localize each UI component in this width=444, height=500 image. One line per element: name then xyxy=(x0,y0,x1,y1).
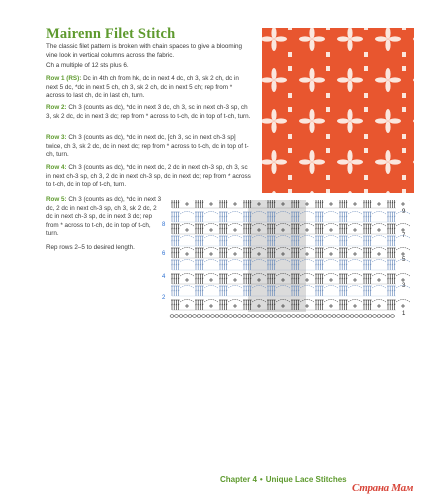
chart-chain-arch xyxy=(348,300,362,303)
chart-chain-arch xyxy=(180,286,194,289)
swatch-hole xyxy=(309,80,314,92)
chart-chain-stitch xyxy=(364,315,368,318)
chart-chain-stitch xyxy=(314,315,318,318)
chart-chain-arch xyxy=(348,236,362,239)
chart-chain-arch xyxy=(180,260,194,263)
row-instruction xyxy=(46,75,251,101)
chart-chain-arch xyxy=(204,300,218,303)
swatch-hole xyxy=(271,39,276,51)
swatch-mesh xyxy=(288,175,292,180)
swatch-photo xyxy=(262,28,414,193)
chart-chain-stitch xyxy=(260,315,264,318)
swatch-hole xyxy=(389,77,401,82)
swatch-mesh xyxy=(402,148,406,153)
swatch-hole xyxy=(271,109,276,121)
chart-chain-arch xyxy=(204,274,218,277)
swatch-mesh xyxy=(402,175,406,180)
chart-row-number: 5 xyxy=(402,257,406,263)
chart-chain-arch xyxy=(372,212,386,215)
chart-chain-arch xyxy=(372,300,386,303)
chart-chain-stitch xyxy=(184,315,188,318)
chart-chain-arch xyxy=(348,212,362,215)
swatch-hole xyxy=(275,77,287,82)
chart-chain-stitch xyxy=(323,315,327,318)
swatch-hole xyxy=(347,109,352,121)
chart-chain-stitch xyxy=(301,315,305,318)
row-text: Ch 3 (counts as dc), *dc in next dc, 2 dc in next ch-3 sp, ch 3, sc in next ch-3 sp, ch 3, 2 dc in next ch-3 sp, dc in next dc; rep from * across to t-ch, dc in top of t-ch, turn. xyxy=(46,164,251,189)
swatch-hole xyxy=(375,159,387,164)
chart-chain-arch xyxy=(372,286,386,289)
chart-chain-stitch xyxy=(359,315,363,318)
swatch-hole xyxy=(275,159,287,164)
swatch-hole xyxy=(385,68,390,80)
chart-chain-stitch xyxy=(310,315,314,318)
swatch-hole xyxy=(271,191,276,193)
chart-chain-stitch xyxy=(242,315,246,318)
chart-row-number: 1 xyxy=(402,311,406,317)
swatch-mesh xyxy=(402,107,406,112)
chart-chain-arch xyxy=(228,224,242,227)
chart-chain-stitch xyxy=(296,315,300,318)
chart-chain-stitch xyxy=(391,315,395,318)
pattern-title: Mairenn Filet Stitch xyxy=(46,26,176,42)
row-instruction xyxy=(46,164,251,190)
chart-chain-stitch xyxy=(350,315,354,318)
swatch-mesh xyxy=(364,148,368,153)
swatch-hole xyxy=(299,77,311,82)
chart-chain-stitch xyxy=(292,315,296,318)
chart-chain-stitch xyxy=(238,315,242,318)
chart-chain-arch xyxy=(372,224,386,227)
swatch-mesh xyxy=(288,66,292,71)
swatch-hole xyxy=(337,77,349,82)
swatch-hole xyxy=(375,36,387,41)
chart-chain-stitch xyxy=(332,315,336,318)
swatch-mesh xyxy=(402,52,406,57)
chart-chain-arch xyxy=(324,260,338,263)
row-instruction xyxy=(46,134,251,160)
swatch-mesh xyxy=(402,66,406,71)
chart-chain-stitch xyxy=(377,315,381,318)
swatch-hole xyxy=(385,28,390,39)
chart-chain-arch xyxy=(324,224,338,227)
swatch-hole xyxy=(351,36,363,41)
chart-chain-stitch xyxy=(170,315,174,318)
chart-chain-stitch xyxy=(229,315,233,318)
swatch-mesh xyxy=(288,52,292,57)
swatch-hole xyxy=(385,80,390,92)
chart-chain-stitch xyxy=(274,315,278,318)
swatch-hole xyxy=(385,150,390,162)
swatch-hole xyxy=(389,118,401,123)
swatch-hole xyxy=(347,150,352,162)
chart-chain-arch xyxy=(228,300,242,303)
row-label: Row 2: xyxy=(46,104,67,111)
chart-chain-stitch xyxy=(305,315,309,318)
swatch-hole xyxy=(299,36,311,41)
row-instruction xyxy=(46,104,251,121)
chart-chain-arch xyxy=(324,286,338,289)
chart-chain-stitch xyxy=(328,315,332,318)
swatch-hole xyxy=(375,118,387,123)
row-label: Row 1 (RS): xyxy=(46,75,82,82)
chart-chain-stitch xyxy=(269,315,273,318)
swatch-lace-pattern xyxy=(262,28,414,193)
chart-chain-arch xyxy=(180,300,194,303)
swatch-mesh xyxy=(326,28,330,30)
swatch-hole xyxy=(385,109,390,121)
chart-row-number: 2 xyxy=(162,295,166,301)
swatch-mesh xyxy=(402,93,406,98)
chart-chain-arch xyxy=(228,236,242,239)
chart-repeat-band xyxy=(248,200,306,312)
swatch-hole xyxy=(385,121,390,133)
chart-row-number: 8 xyxy=(162,222,166,228)
row-instruction xyxy=(46,196,164,239)
swatch-hole xyxy=(337,36,349,41)
swatch-mesh xyxy=(326,93,330,98)
swatch-hole xyxy=(413,36,414,41)
swatch-mesh xyxy=(364,28,368,30)
swatch-hole xyxy=(413,118,414,123)
chart-chain-arch xyxy=(348,286,362,289)
chart-chain-arch xyxy=(348,224,362,227)
row-text: Ch 3 (counts as dc), *dc in next dc, [ch 3, sc in next ch-3 sp] twice, ch 3, sk 2 dc, dc in next dc; rep from * across to t-ch, dc in top of t-ch, turn. xyxy=(46,134,249,159)
chart-chain-arch xyxy=(180,236,194,239)
chart-chain-arch xyxy=(180,212,194,215)
chart-chain-arch xyxy=(180,274,194,277)
chart-chain-stitch xyxy=(355,315,359,318)
chart-chain-stitch xyxy=(382,315,386,318)
swatch-hole xyxy=(299,159,311,164)
swatch-hole xyxy=(262,77,273,82)
chart-chain-arch xyxy=(372,236,386,239)
chart-chain-arch xyxy=(228,248,242,251)
swatch-mesh xyxy=(364,175,368,180)
swatch-mesh xyxy=(364,107,368,112)
watermark-logo: Страна Мам xyxy=(352,482,414,494)
chart-chain-stitch xyxy=(224,315,228,318)
swatch-hole xyxy=(271,80,276,92)
pattern-intro: The classic filet pattern is broken with chain spaces to give a blooming vine look in vertical columns across the fabric. xyxy=(46,43,243,59)
chart-chain-arch xyxy=(204,248,218,251)
swatch-hole xyxy=(313,36,325,41)
chart-chain-stitch xyxy=(175,315,179,318)
chart-chain-arch xyxy=(180,248,194,251)
chart-chain-arch xyxy=(228,260,242,263)
chart-chain-stitch xyxy=(202,315,206,318)
chart-chain-arch xyxy=(348,260,362,263)
repeat-note: Rep rows 2–5 to desired length. xyxy=(46,244,135,251)
chart-chain-arch xyxy=(396,274,410,277)
chart-chain-arch xyxy=(204,286,218,289)
swatch-hole xyxy=(351,118,363,123)
chart-row-number: 3 xyxy=(402,283,406,289)
row-label: Row 5: xyxy=(46,196,67,203)
swatch-hole xyxy=(385,191,390,193)
chart-chain-arch xyxy=(228,274,242,277)
swatch-mesh xyxy=(364,93,368,98)
swatch-hole xyxy=(275,36,287,41)
swatch-hole xyxy=(313,77,325,82)
swatch-hole xyxy=(385,39,390,51)
swatch-hole xyxy=(313,118,325,123)
swatch-hole xyxy=(375,77,387,82)
chart-chain-stitch xyxy=(368,315,372,318)
chart-row-number: 9 xyxy=(402,209,406,215)
swatch-hole xyxy=(271,121,276,133)
chart-chain-stitch xyxy=(206,315,210,318)
chart-chain-stitch xyxy=(193,315,197,318)
stitch-chart xyxy=(162,200,420,322)
swatch-mesh xyxy=(288,134,292,139)
swatch-hole xyxy=(271,28,276,39)
chart-chain-arch xyxy=(204,260,218,263)
chart-chain-arch xyxy=(204,236,218,239)
swatch-hole xyxy=(351,159,363,164)
chart-chain-arch xyxy=(372,260,386,263)
chart-chain-stitch xyxy=(319,315,323,318)
chart-chain-arch xyxy=(204,212,218,215)
chart-chain-stitch xyxy=(278,315,282,318)
chart-row-number: 6 xyxy=(162,251,166,257)
chart-chain-stitch xyxy=(179,315,183,318)
swatch-hole xyxy=(347,80,352,92)
row-label: Row 3: xyxy=(46,134,67,141)
chart-chain-arch xyxy=(348,274,362,277)
swatch-mesh xyxy=(288,148,292,153)
swatch-mesh xyxy=(364,52,368,57)
swatch-hole xyxy=(271,162,276,174)
swatch-hole xyxy=(262,118,273,123)
swatch-mesh xyxy=(326,175,330,180)
swatch-hole xyxy=(347,121,352,133)
chart-chain-stitch xyxy=(337,315,341,318)
chart-chain-stitch xyxy=(373,315,377,318)
chart-row-number: 4 xyxy=(162,274,166,280)
chart-chain-arch xyxy=(324,212,338,215)
swatch-hole xyxy=(275,118,287,123)
swatch-mesh xyxy=(326,52,330,57)
swatch-mesh xyxy=(402,189,406,193)
swatch-hole xyxy=(309,28,314,39)
chart-chain-stitch xyxy=(256,315,260,318)
footer-section: Unique Lace Stitches xyxy=(265,475,347,484)
swatch-hole xyxy=(389,159,401,164)
swatch-hole xyxy=(309,191,314,193)
chart-chain-stitch xyxy=(283,315,287,318)
swatch-mesh xyxy=(326,189,330,193)
swatch-mesh xyxy=(288,93,292,98)
swatch-mesh xyxy=(326,66,330,71)
swatch-mesh xyxy=(326,107,330,112)
swatch-hole xyxy=(389,36,401,41)
swatch-mesh xyxy=(288,107,292,112)
chart-chain-arch xyxy=(324,300,338,303)
swatch-hole xyxy=(309,121,314,133)
swatch-mesh xyxy=(364,66,368,71)
chart-chain-stitch xyxy=(247,315,251,318)
swatch-mesh xyxy=(364,189,368,193)
swatch-mesh xyxy=(402,28,406,30)
chart-chain-arch xyxy=(396,248,410,251)
swatch-hole xyxy=(385,162,390,174)
swatch-hole xyxy=(309,39,314,51)
chart-row-number: 7 xyxy=(402,233,406,239)
swatch-mesh xyxy=(288,189,292,193)
swatch-hole xyxy=(347,68,352,80)
row-label: Row 4: xyxy=(46,164,67,171)
swatch-hole xyxy=(309,150,314,162)
swatch-hole xyxy=(309,162,314,174)
swatch-hole xyxy=(347,191,352,193)
swatch-hole xyxy=(271,68,276,80)
swatch-mesh xyxy=(326,134,330,139)
row-text: Ch 3 (counts as dc), *dc in next 3 dc, 2 dc in next ch-3 sp, ch 3, sk 2 dc, 2 dc in next ch-3 sp, dc in next 3 dc; rep from * across to t-ch, dc in top of t-ch, turn. xyxy=(46,196,162,238)
chart-chain-arch xyxy=(324,274,338,277)
chart-chain-stitch xyxy=(233,315,237,318)
chart-chain-stitch xyxy=(287,315,291,318)
chart-chain-arch xyxy=(372,274,386,277)
chart-chain-arch xyxy=(228,212,242,215)
chart-chain-stitch xyxy=(197,315,201,318)
chart-chain-stitch xyxy=(211,315,215,318)
chart-chain-stitch xyxy=(188,315,192,318)
swatch-hole xyxy=(413,159,414,164)
chart-chain-arch xyxy=(348,248,362,251)
chart-chain-arch xyxy=(396,224,410,227)
swatch-hole xyxy=(309,109,314,121)
swatch-hole xyxy=(347,28,352,39)
chart-chain-stitch xyxy=(386,315,390,318)
swatch-hole xyxy=(309,68,314,80)
chart-chain-stitch xyxy=(346,315,350,318)
chart-chain-stitch xyxy=(265,315,269,318)
stitch-multiple: Ch a multiple of 12 sts plus 6. xyxy=(46,62,129,69)
swatch-mesh xyxy=(364,134,368,139)
row-text: Ch 3 (counts as dc), *dc in next 3 dc, ch 3, sc in next ch-3 sp, ch 3, sk 2 dc, dc in next 3 dc; rep from * across to t-ch, dc in top of t-ch, turn. xyxy=(46,104,251,120)
swatch-hole xyxy=(299,118,311,123)
chart-chain-stitch xyxy=(341,315,345,318)
swatch-hole xyxy=(351,77,363,82)
chart-chain-arch xyxy=(324,236,338,239)
swatch-mesh xyxy=(402,134,406,139)
chart-chain-stitch xyxy=(251,315,255,318)
chart-chain-arch xyxy=(180,224,194,227)
footer-chapter: Chapter 4 xyxy=(220,475,257,484)
chart-chain-arch xyxy=(372,248,386,251)
swatch-hole xyxy=(347,162,352,174)
swatch-hole xyxy=(337,159,349,164)
swatch-hole xyxy=(313,159,325,164)
chart-chain-arch xyxy=(396,300,410,303)
bullet-icon: • xyxy=(259,475,263,484)
chart-chain-arch xyxy=(204,224,218,227)
swatch-hole xyxy=(262,36,273,41)
swatch-mesh xyxy=(326,148,330,153)
row-text: Dc in 4th ch from hk, dc in next 4 dc, ch 3, sk 2 ch, dc in next 5 dc, *dc in next 5 ch, ch 3, sk 2 ch, dc in next 5 ch; rep from * across to last ch, dc in last ch, turn. xyxy=(46,75,239,100)
page-footer xyxy=(220,475,347,484)
chart-chain-stitch xyxy=(215,315,219,318)
swatch-mesh xyxy=(288,28,292,30)
chart-chain-arch xyxy=(228,286,242,289)
swatch-hole xyxy=(337,118,349,123)
swatch-hole xyxy=(413,77,414,82)
chart-chain-stitch xyxy=(220,315,224,318)
swatch-hole xyxy=(262,159,273,164)
chart-chain-arch xyxy=(324,248,338,251)
swatch-hole xyxy=(347,39,352,51)
swatch-hole xyxy=(271,150,276,162)
stitch-chart-diagram xyxy=(162,200,420,322)
